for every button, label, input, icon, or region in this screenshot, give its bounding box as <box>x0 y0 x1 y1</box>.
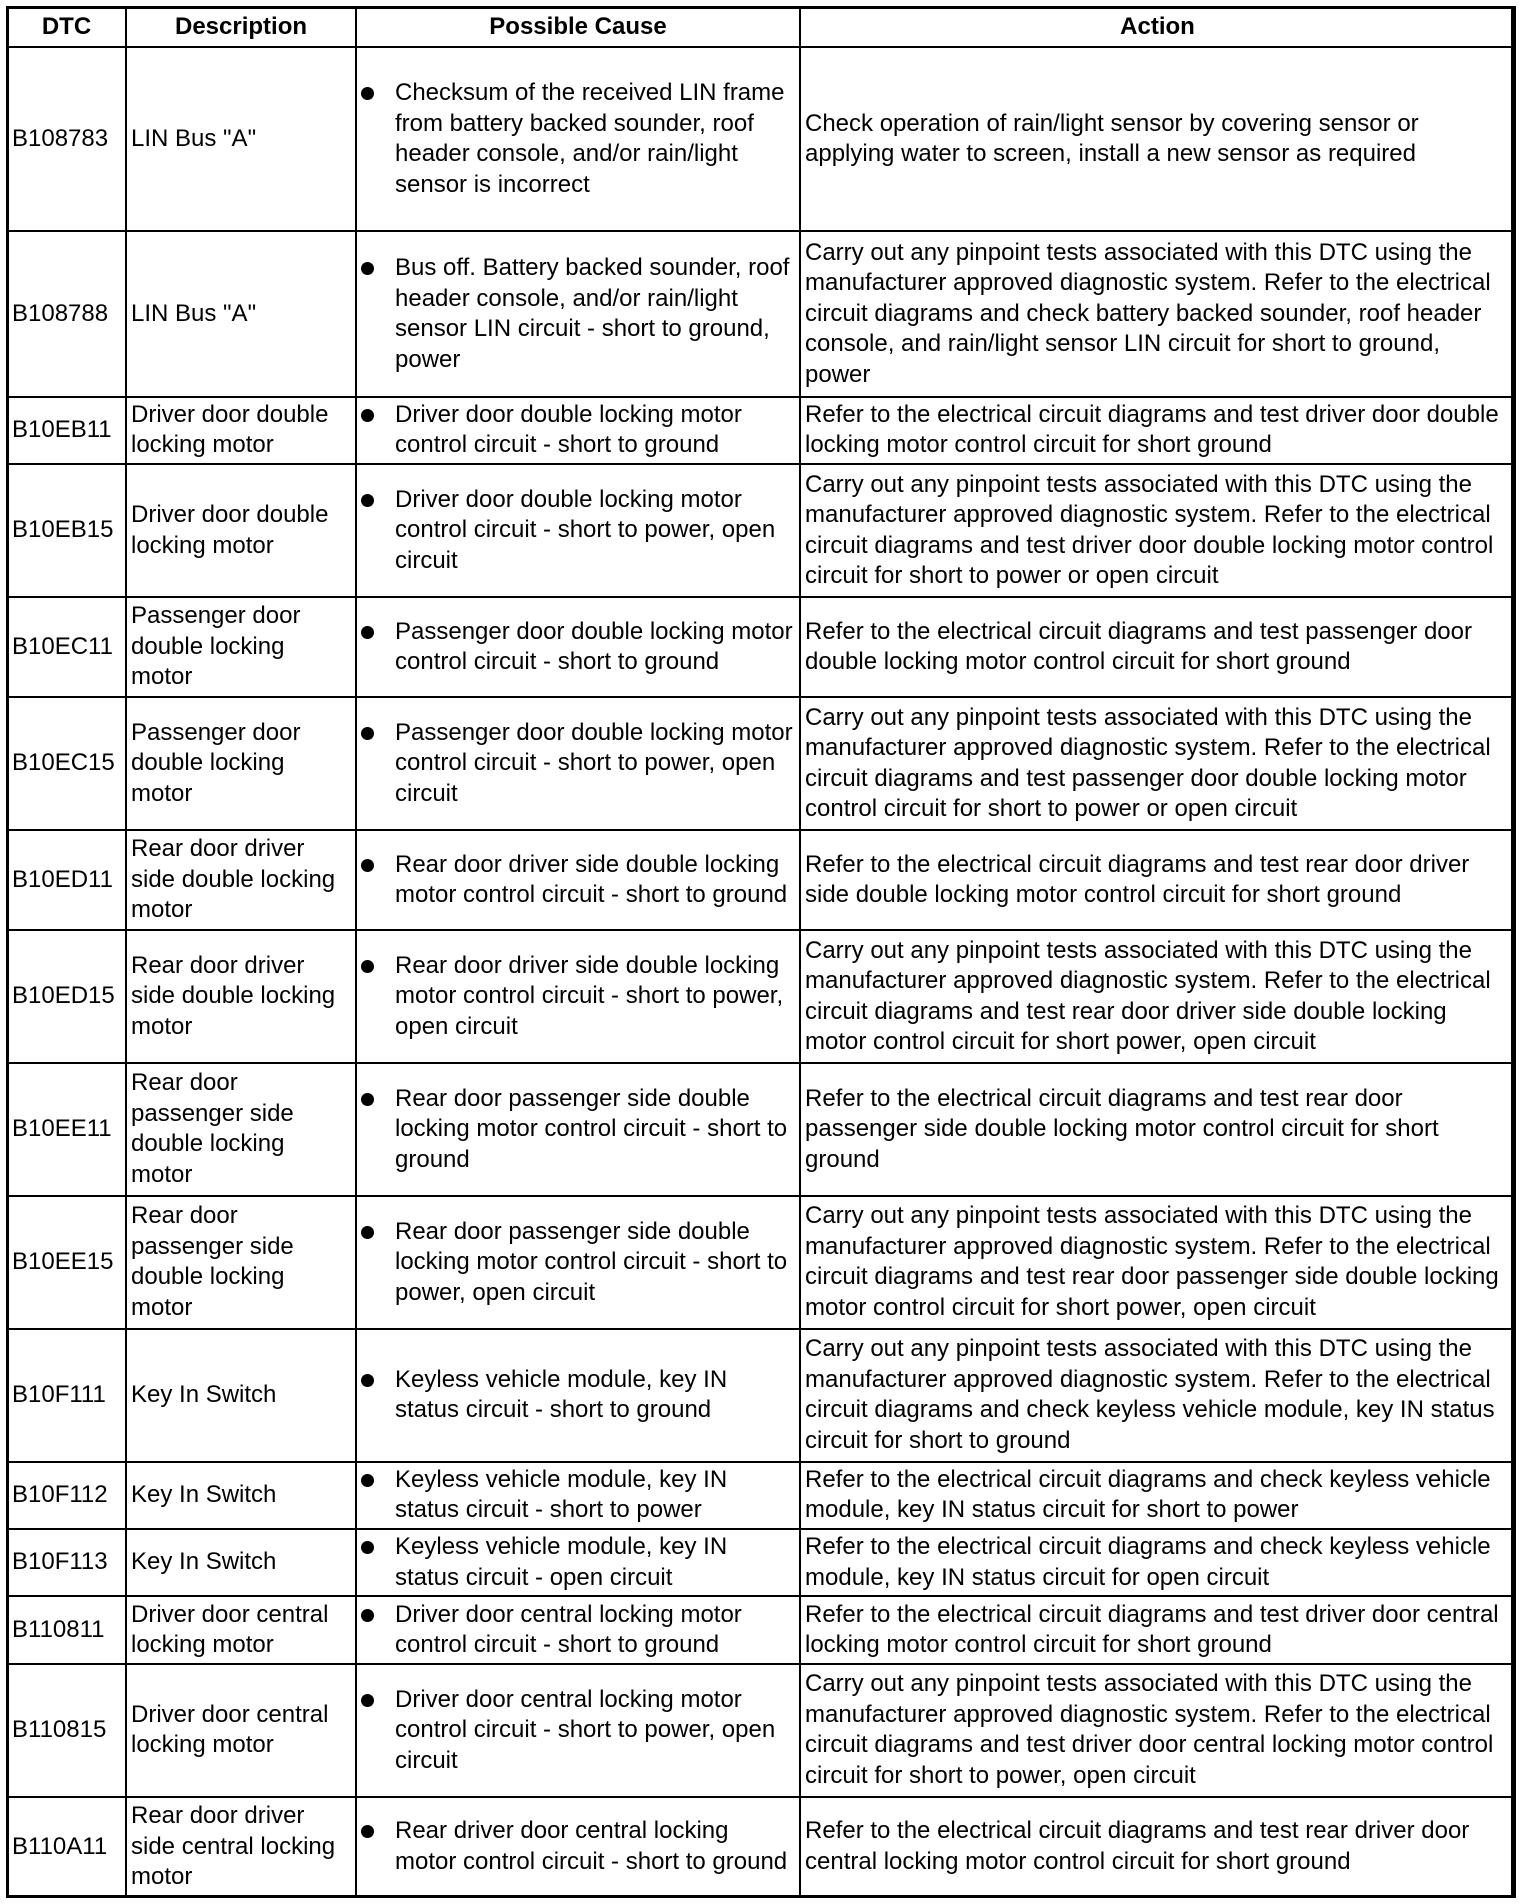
cause-text: Driver door central locking motor control circuit - short to power, open circuit <box>395 1685 776 1774</box>
cause-item <box>361 1084 795 1176</box>
action-cell: Refer to the electrical circuit diagrams and test rear door passenger side double locking motor control circuit for short ground <box>800 1063 1515 1196</box>
cause-text: Driver door double locking motor control circuit - short to power, open circuit <box>395 485 776 574</box>
table-row <box>7 464 1515 597</box>
possible-cause-cell <box>356 930 800 1063</box>
bullet-icon <box>361 1474 374 1487</box>
cause-list <box>361 1816 795 1877</box>
dtc-code-cell: B10EB15 <box>7 464 126 597</box>
cause-item <box>361 485 795 577</box>
cause-list <box>361 718 795 810</box>
table-row <box>7 397 1515 464</box>
cause-text: Driver door double locking motor control circuit - short to ground <box>395 400 742 459</box>
bullet-icon <box>361 727 374 740</box>
description-cell: Driver door double locking motor <box>126 397 356 464</box>
cause-item <box>361 78 795 200</box>
description-cell: Rear door driver side double locking motor <box>126 930 356 1063</box>
dtc-code-cell: B10F112 <box>7 1462 126 1529</box>
bullet-icon <box>361 494 374 507</box>
description-cell: Passenger door double locking motor <box>126 597 356 697</box>
dtc-code-cell: B110811 <box>7 1596 126 1663</box>
table-row <box>7 1462 1515 1529</box>
bullet-icon <box>361 1093 374 1106</box>
possible-cause-cell <box>356 464 800 597</box>
action-cell: Refer to the electrical circuit diagrams and test driver door double locking motor control circuit for short ground <box>800 397 1515 464</box>
cause-list <box>361 617 795 678</box>
table-header <box>7 7 1515 47</box>
dtc-code-cell: B10ED15 <box>7 930 126 1063</box>
cause-item <box>361 1465 795 1526</box>
table-row <box>7 1797 1515 1897</box>
cause-item <box>361 1365 795 1426</box>
action-cell: Refer to the electrical circuit diagrams and check keyless vehicle module, key IN status circuit for short to power <box>800 1462 1515 1529</box>
bullet-icon <box>361 87 374 100</box>
header-dtc: DTC <box>7 7 126 47</box>
cause-text: Driver door central locking motor control circuit - short to ground <box>395 1600 742 1659</box>
cause-item <box>361 850 795 911</box>
cause-item <box>361 617 795 678</box>
possible-cause-cell <box>356 1664 800 1797</box>
table-row <box>7 930 1515 1063</box>
table-row <box>7 1529 1515 1596</box>
bullet-icon <box>361 626 374 639</box>
action-cell: Refer to the electrical circuit diagrams and test driver door central locking motor control circuit for short ground <box>800 1596 1515 1663</box>
dtc-code-cell: B10EC11 <box>7 597 126 697</box>
dtc-code-cell: B10EE11 <box>7 1063 126 1196</box>
description-cell: Driver door central locking motor <box>126 1664 356 1797</box>
cause-list <box>361 1685 795 1777</box>
table-row <box>7 830 1515 930</box>
cause-text: Keyless vehicle module, key IN status circuit - open circuit <box>395 1533 728 1591</box>
cause-list <box>361 400 795 461</box>
cause-item <box>361 951 795 1043</box>
description-cell: Rear door passenger side double locking motor <box>126 1063 356 1196</box>
action-cell: Check operation of rain/light sensor by covering sensor or applying water to screen, install a new sensor as required <box>800 47 1515 231</box>
possible-cause-cell <box>356 1529 800 1596</box>
cause-list <box>361 1600 795 1661</box>
dtc-code-cell: B110A11 <box>7 1797 126 1897</box>
cause-text: Rear door passenger side double locking motor control circuit - short to power, open circuit <box>395 1217 788 1306</box>
dtc-code-cell: B10EE15 <box>7 1196 126 1329</box>
bullet-icon <box>361 1694 374 1707</box>
cause-list <box>361 78 795 200</box>
dtc-table <box>6 6 1516 1898</box>
description-cell: Passenger door double locking motor <box>126 697 356 830</box>
action-cell: Carry out any pinpoint tests associated with this DTC using the manufacturer approved diagnostic system. Refer to the electrical circuit diagrams and test rear door passenger side double locking motor control circuit for short power, open circuit <box>800 1196 1515 1329</box>
dtc-code-cell: B10EB11 <box>7 397 126 464</box>
cause-list <box>361 485 795 577</box>
header-action: Action <box>800 7 1515 47</box>
action-cell: Refer to the electrical circuit diagrams and test rear driver door central locking motor control circuit for short ground <box>800 1797 1515 1897</box>
possible-cause-cell <box>356 1596 800 1663</box>
bullet-icon <box>361 859 374 872</box>
possible-cause-cell <box>356 1797 800 1897</box>
cause-text: Passenger door double locking motor control circuit - short to ground <box>395 617 793 676</box>
bullet-icon <box>361 960 374 973</box>
header-description: Description <box>126 7 356 47</box>
cause-item <box>361 1532 795 1593</box>
table-row <box>7 597 1515 697</box>
possible-cause-cell <box>356 397 800 464</box>
bullet-icon <box>361 1609 374 1622</box>
cause-text: Keyless vehicle module, key IN status circuit - short to power <box>395 1465 728 1524</box>
table-row <box>7 1596 1515 1663</box>
action-cell: Carry out any pinpoint tests associated with this DTC using the manufacturer approved diagnostic system. Refer to the electrical circuit diagrams and test driver door double locking motor control circuit for short to power or open circuit <box>800 464 1515 597</box>
cause-text: Passenger door double locking motor control circuit - short to power, open circuit <box>395 718 793 807</box>
cause-item <box>361 1816 795 1877</box>
cause-text: Rear door driver side double locking motor control circuit - short to ground <box>395 850 788 909</box>
cause-text: Rear driver door central locking motor control circuit - short to ground <box>395 1817 788 1875</box>
bullet-icon <box>361 1541 374 1554</box>
table-row <box>7 1196 1515 1329</box>
action-cell: Carry out any pinpoint tests associated with this DTC using the manufacturer approved diagnostic system. Refer to the electrical circuit diagrams and test driver door central locking motor control circuit for short to power, open circuit <box>800 1664 1515 1797</box>
dtc-code-cell: B110815 <box>7 1664 126 1797</box>
cause-item <box>361 718 795 810</box>
description-cell: Rear door driver side central locking motor <box>126 1797 356 1897</box>
dtc-code-cell: B108783 <box>7 47 126 231</box>
cause-item <box>361 1685 795 1777</box>
dtc-code-cell: B10F111 <box>7 1329 126 1462</box>
description-cell: LIN Bus "A" <box>126 231 356 397</box>
action-cell: Carry out any pinpoint tests associated with this DTC using the manufacturer approved diagnostic system. Refer to the electrical circuit diagrams and check battery backed sounder, roof header console, and rain/light sensor LIN circuit for short to ground, power <box>800 231 1515 397</box>
header-possible-cause: Possible Cause <box>356 7 800 47</box>
description-cell: LIN Bus "A" <box>126 47 356 231</box>
cause-item <box>361 1600 795 1661</box>
cause-list <box>361 850 795 911</box>
cause-list <box>361 1532 795 1593</box>
dtc-document <box>6 6 1514 1898</box>
cause-item <box>361 400 795 461</box>
dtc-code-cell: B108788 <box>7 231 126 397</box>
bullet-icon <box>361 262 374 275</box>
bullet-icon <box>361 1825 374 1838</box>
cause-list <box>361 1465 795 1526</box>
table-row <box>7 1063 1515 1196</box>
dtc-code-cell: B10ED11 <box>7 830 126 930</box>
cause-list <box>361 1217 795 1309</box>
dtc-code-cell: B10F113 <box>7 1529 126 1596</box>
description-cell: Key In Switch <box>126 1329 356 1462</box>
bullet-icon <box>361 1374 374 1387</box>
action-cell: Carry out any pinpoint tests associated with this DTC using the manufacturer approved diagnostic system. Refer to the electrical circuit diagrams and test passenger door double locking motor control circuit for short to power or open circuit <box>800 697 1515 830</box>
possible-cause-cell <box>356 1462 800 1529</box>
table-row <box>7 47 1515 231</box>
table-body <box>7 47 1515 1897</box>
cause-item <box>361 253 795 375</box>
description-cell: Driver door double locking motor <box>126 464 356 597</box>
description-cell: Rear door passenger side double locking motor <box>126 1196 356 1329</box>
header-row <box>7 7 1515 47</box>
table-row <box>7 231 1515 397</box>
cause-list <box>361 951 795 1043</box>
possible-cause-cell <box>356 697 800 830</box>
description-cell: Driver door central locking motor <box>126 1596 356 1663</box>
possible-cause-cell <box>356 830 800 930</box>
table-row <box>7 1664 1515 1797</box>
action-cell: Refer to the electrical circuit diagrams and test passenger door double locking motor control circuit for short ground <box>800 597 1515 697</box>
dtc-code-cell: B10EC15 <box>7 697 126 830</box>
cause-text: Rear door passenger side double locking motor control circuit - short to ground <box>395 1084 788 1173</box>
cause-list <box>361 253 795 375</box>
possible-cause-cell <box>356 597 800 697</box>
possible-cause-cell <box>356 1063 800 1196</box>
possible-cause-cell <box>356 47 800 231</box>
possible-cause-cell <box>356 1329 800 1462</box>
possible-cause-cell <box>356 231 800 397</box>
description-cell: Key In Switch <box>126 1529 356 1596</box>
description-cell: Key In Switch <box>126 1462 356 1529</box>
cause-text: Keyless vehicle module, key IN status circuit - short to ground <box>395 1365 728 1424</box>
table-row <box>7 1329 1515 1462</box>
bullet-icon <box>361 1226 374 1239</box>
cause-text: Rear door driver side double locking motor control circuit - short to power, open circuit <box>395 951 784 1040</box>
cause-text: Bus off. Battery backed sounder, roof header console, and/or rain/light sensor LIN circuit - short to ground, power <box>395 254 790 373</box>
cause-text: Checksum of the received LIN frame from battery backed sounder, roof header console, and/or rain/light sensor is incorrect <box>395 79 785 198</box>
bullet-icon <box>361 409 374 422</box>
action-cell: Carry out any pinpoint tests associated with this DTC using the manufacturer approved diagnostic system. Refer to the electrical circuit diagrams and check keyless vehicle module, key IN status circuit for short to ground <box>800 1329 1515 1462</box>
table-row <box>7 697 1515 830</box>
cause-item <box>361 1217 795 1309</box>
description-cell: Rear door driver side double locking motor <box>126 830 356 930</box>
action-cell: Refer to the electrical circuit diagrams and check keyless vehicle module, key IN status circuit for open circuit <box>800 1529 1515 1596</box>
cause-list <box>361 1365 795 1426</box>
action-cell: Refer to the electrical circuit diagrams and test rear door driver side double locking motor control circuit for short ground <box>800 830 1515 930</box>
action-cell: Carry out any pinpoint tests associated with this DTC using the manufacturer approved diagnostic system. Refer to the electrical circuit diagrams and test rear door driver side double locking motor control circuit for short power, open circuit <box>800 930 1515 1063</box>
possible-cause-cell <box>356 1196 800 1329</box>
cause-list <box>361 1084 795 1176</box>
